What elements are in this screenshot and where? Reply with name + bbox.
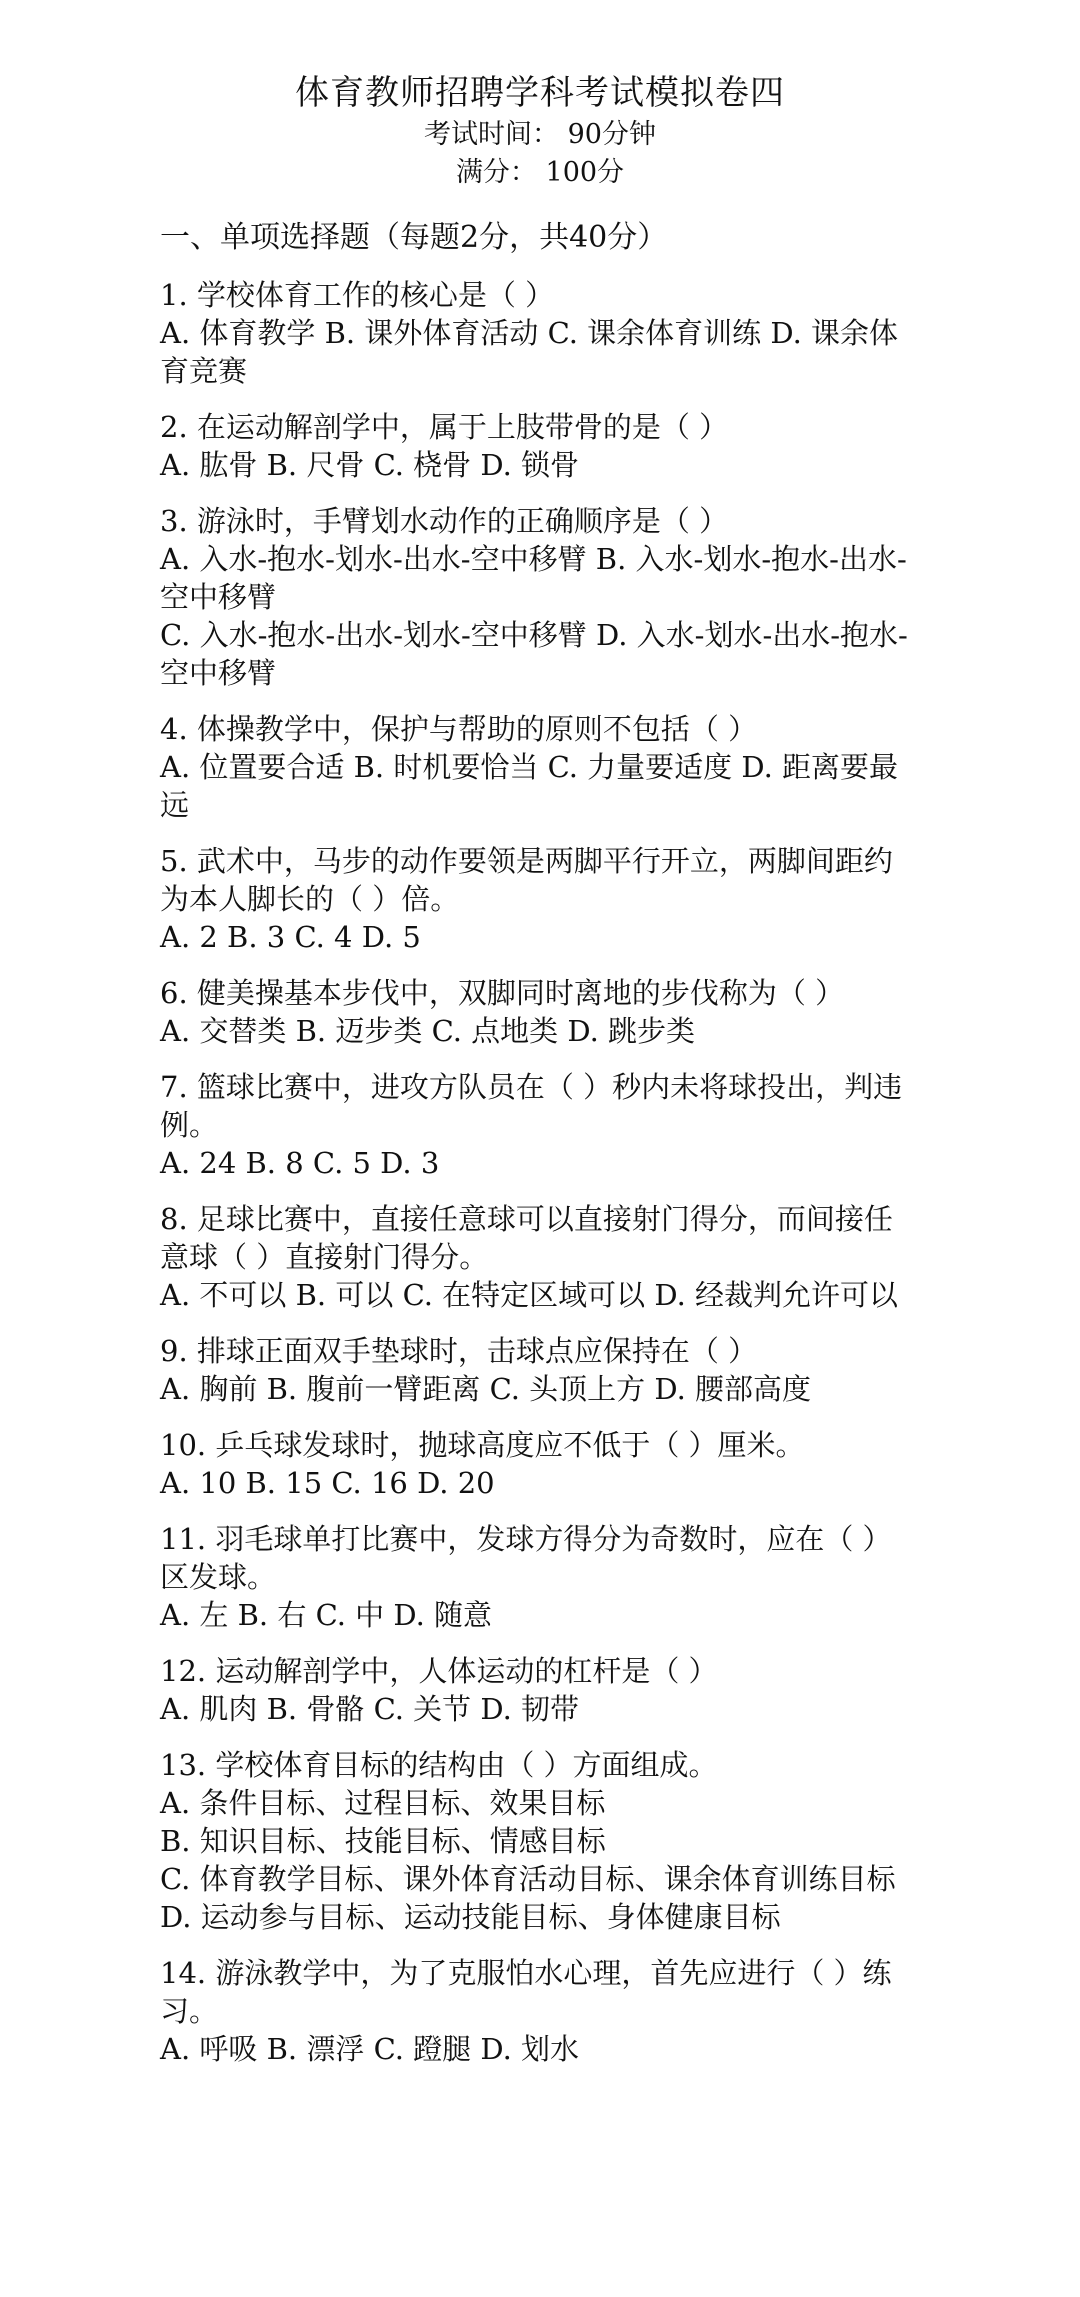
exam-page <box>160 70 920 2086</box>
question-options: A. 呼吸 B. 漂浮 C. 蹬腿 D. 划水 <box>160 2032 580 2066</box>
question-6 <box>160 974 920 1050</box>
question-options: C. 体育教学目标、课外体育活动目标、课余体育训练目标 <box>160 1862 896 1896</box>
question-stem: 10. 乒乓球发球时，抛球高度应不低于（ ）厘米。 <box>160 1428 805 1462</box>
question-stem: 8. 足球比赛中，直接任意球可以直接射门得分，而间接任意球（ ）直接射门得分。 <box>160 1202 893 1274</box>
question-2 <box>160 408 920 484</box>
question-14 <box>160 1954 920 2068</box>
section-title: 一、单项选择题（每题2分，共40分） <box>160 220 668 255</box>
question-stem: 2. 在运动解剖学中，属于上肢带骨的是（ ） <box>160 410 729 444</box>
question-8 <box>160 1200 920 1314</box>
exam-time: 考试时间： 90分钟 <box>424 119 656 150</box>
question-3 <box>160 502 920 692</box>
question-4 <box>160 710 920 824</box>
question-options: B. 知识目标、技能目标、情感目标 <box>160 1824 606 1858</box>
question-stem: 13. 学校体育目标的结构由（ ）方面组成。 <box>160 1748 718 1782</box>
question-10 <box>160 1426 920 1502</box>
question-stem: 5. 武术中，马步的动作要领是两脚平行开立，两脚间距约为本人脚长的（ ）倍。 <box>160 844 893 916</box>
question-stem: 14. 游泳教学中，为了克服怕水心理，首先应进行（ ）练习。 <box>160 1956 892 2028</box>
question-options: D. 运动参与目标、运动技能目标、身体健康目标 <box>160 1900 781 1934</box>
question-13 <box>160 1746 920 1936</box>
question-options: A. 交替类 B. 迈步类 C. 点地类 D. 跳步类 <box>160 1014 696 1048</box>
question-1 <box>160 276 920 390</box>
question-options: A. 不可以 B. 可以 C. 在特定区域可以 D. 经裁判允许可以 <box>160 1278 899 1312</box>
question-options: A. 入水-抱水-划水-出水-空中移臂 B. 入水-划水-抱水-出水-空中移臂 <box>160 542 907 614</box>
question-options: A. 位置要合适 B. 时机要恰当 C. 力量要适度 D. 距离要最远 <box>160 750 899 822</box>
question-5 <box>160 842 920 956</box>
question-options: A. 左 B. 右 C. 中 D. 随意 <box>160 1598 493 1632</box>
question-stem: 7. 篮球比赛中，进攻方队员在（ ）秒内未将球投出，判违例。 <box>160 1070 903 1142</box>
question-stem: 9. 排球正面双手垫球时，击球点应保持在（ ） <box>160 1334 758 1368</box>
question-stem: 1. 学校体育工作的核心是（ ） <box>160 278 555 312</box>
question-7 <box>160 1068 920 1182</box>
question-options: A. 肱骨 B. 尺骨 C. 桡骨 D. 锁骨 <box>160 448 580 482</box>
question-options: A. 24 B. 8 C. 5 D. 3 <box>160 1146 440 1180</box>
question-9 <box>160 1332 920 1408</box>
question-options: A. 胸前 B. 腹前一臂距离 C. 头顶上方 D. 腰部高度 <box>160 1372 812 1406</box>
question-stem: 3. 游泳时，手臂划水动作的正确顺序是（ ） <box>160 504 729 538</box>
question-options: A. 体育教学 B. 课外体育活动 C. 课余体育训练 D. 课余体育竞赛 <box>160 316 899 388</box>
question-12 <box>160 1652 920 1728</box>
question-stem: 12. 运动解剖学中，人体运动的杠杆是（ ） <box>160 1654 718 1688</box>
question-options: A. 10 B. 15 C. 16 D. 20 <box>160 1466 495 1500</box>
question-options: C. 入水-抱水-出水-划水-空中移臂 D. 入水-划水-出水-抱水-空中移臂 <box>160 618 908 690</box>
question-11 <box>160 1520 920 1634</box>
question-options: A. 条件目标、过程目标、效果目标 <box>160 1786 606 1820</box>
question-stem: 4. 体操教学中，保护与帮助的原则不包括（ ） <box>160 712 758 746</box>
exam-title: 体育教师招聘学科考试模拟卷四 <box>295 73 785 113</box>
question-options: A. 肌肉 B. 骨骼 C. 关节 D. 韧带 <box>160 1692 580 1726</box>
question-stem: 6. 健美操基本步伐中，双脚同时离地的步伐称为（ ） <box>160 976 845 1010</box>
question-list <box>160 276 920 2068</box>
exam-score: 满分： 100分 <box>455 157 625 188</box>
question-stem: 11. 羽毛球单打比赛中，发球方得分为奇数时，应在（ ）区发球。 <box>160 1522 892 1594</box>
question-options: A. 2 B. 3 C. 4 D. 5 <box>160 920 421 954</box>
exam-header <box>160 70 920 192</box>
